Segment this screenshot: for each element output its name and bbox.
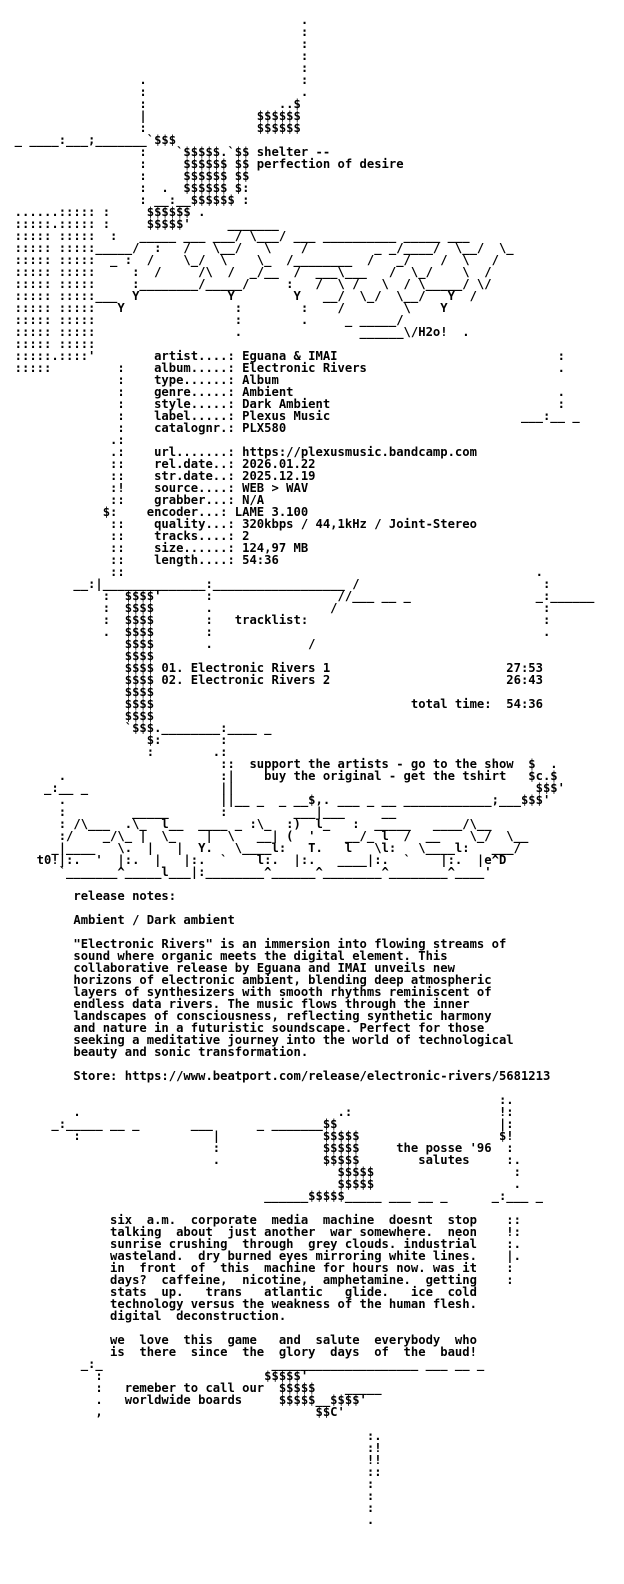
nfo-line: $$$$ [0,685,155,699]
nfo-line: seeking a meditative journey into the world of technological [0,1033,514,1047]
nfo-line: $$$$ 01. Electronic Rivers 1 27:53 [0,661,543,675]
nfo-line: :! source....: WEB > WAV [0,481,309,495]
nfo-line: days? caffeine, nicotine, amphetamine. getting : [0,1273,514,1287]
nfo-line: :: length....: 54:36 [0,553,279,567]
nfo-line: t0!|:. ' |:. | |:. ` l:. |:. ____|:. ` |:. |e^D [0,853,507,867]
nfo-line: wasteland. dry burned eyes mirroring white lines. |. [0,1249,521,1263]
nfo-line: $$$$$ : [0,1165,521,1179]
nfo-line: : $$$$' : //___ __ _ _:______ [0,589,595,603]
nfo-line: : /\___ .\_ l__ ____ _ :\_ :) l_ : _____ ____/\__ [0,817,492,831]
nfo-line: $: encoder...: LAME 3.100 [0,505,309,519]
nfo-line: :! [0,1441,382,1455]
nfo-line: horizons of electronic ambient, blending deep atmospheric [0,973,492,987]
nfo-line: technology versus the weakness of the human flesh. [0,1297,477,1311]
nfo-line: $$$$ 02. Electronic Rivers 2 26:43 [0,673,543,687]
nfo-line: endless data rivers. The music flows through the inner [0,997,470,1011]
nfo-line: .: url.......: https://plexusmusic.bandcamp.com [0,445,477,459]
nfo-line: $$$$ total time: 54:36 [0,697,543,711]
nfo-line: :::::.::::' artist....: Eguana & IMAI : [0,349,565,363]
nfo-line: digital deconstruction. [0,1309,287,1323]
nfo-line: _|____ \. | | Y. \____l: T. l \l: \____l: ___/ [0,841,521,855]
nfo-line: beauty and sonic transformation. [0,1045,309,1059]
nfo-line: `_______^_____l___|:________^______^________^________^____' [0,865,492,879]
nfo-line: $$$$ [0,649,155,663]
nfo-line: : __:__$$$$$$ : [0,193,250,207]
nfo-line: : $$$$$$ $$ perfection of desire [0,157,404,171]
nfo-line: : | $$$$$ $! [0,1129,514,1143]
nfo-line: __:|______________:__________________ / : [0,577,551,591]
nfo-line: ______$$$$$_____ ___ __ _ _:___ _ [0,1189,543,1203]
nfo-line: _ ____:___;_______`$$$ [0,133,177,147]
nfo-line: sunrise crushing through grey clouds. industrial :. [0,1237,521,1251]
nfo-line: : genre.....: Ambient . [0,385,565,399]
nfo-line: : remeber to call our $$$$$ _____ [0,1381,382,1395]
nfo-line: . :| buy the original - get the tshirt $c.$ [0,769,558,783]
nfo-line: in front of this machine for hours now. was it : [0,1261,514,1275]
nfo-line: . ||__ _ _ __$,. ___ _ __ ____________;___$$$' [0,793,551,807]
nfo-line: , $$C' [0,1405,345,1419]
nfo-line: :: [0,1465,382,1479]
nfo-line: : ..$ [0,97,301,111]
nfo-line: : `$$$$$.`$$ shelter -- [0,145,331,159]
nfo-line: :: quality...: 320kbps / 44,1kHz / Joint-Stereo [0,517,477,531]
nfo-line: release notes: [0,889,177,903]
nfo-line: : $$$$$ the posse '96 : [0,1141,514,1155]
nfo-line: :: rel.date..: 2026.01.22 [0,457,316,471]
nfo-line: ::::: ::::: . ______\/H2o! . [0,325,470,339]
nfo-line: :: tracks....: 2 [0,529,250,543]
nfo-line: stats up. trans atlantic glide. ice cold [0,1285,477,1299]
nfo-line: landscapes of consciousness, reflecting synthetic harmony [0,1009,492,1023]
nfo-line: ::::: ::::: : / /\ / _/__ / ___\___ / \_/ \ / [0,265,492,279]
nfo-line: : [0,1477,375,1491]
nfo-line: :. [0,1093,514,1107]
nfo-text-art [0,14,624,1526]
nfo-line: : .: [0,745,228,759]
nfo-line: . [0,1513,375,1526]
nfo-line: !! [0,1453,382,1467]
nfo-line: . $$$$$ salutes :. [0,1153,521,1167]
nfo-line: :::::.::::: : $$$$$' _______ [0,217,279,231]
nfo-line: :. [0,1429,382,1443]
nfo-line: : $$$$$$ [0,121,301,135]
nfo-line: : type......: Album [0,373,279,387]
nfo-line: . : [0,73,309,87]
nfo-line: : $$$$$' [0,1369,309,1383]
nfo-line: is there since the glory days of the baud! [0,1345,477,1359]
nfo-line: ::::: ::::: : _____ ___ ___/ \___/ ___ __________ _____ ___ [0,229,470,243]
nfo-line: : . $$$$$$ $: [0,181,250,195]
nfo-line: ::::: ::::: : . _ _____/ [0,313,404,327]
nfo-line: ::::: :::::___ Y Y Y __/ \_/ \__/ Y / [0,289,477,303]
nfo-line: ::::: :::::_____/ : / \__/ \ / _ _/____/ \__/ \_ [0,241,514,255]
nfo-line: . [0,14,309,27]
nfo-line: : [0,25,309,39]
nfo-line: ::::: ::::: _ : / \_/ \ \_ /________ / _/ / \ / [0,253,499,267]
nfo-line: : [0,37,309,51]
nfo-line: : . [0,85,309,99]
nfo-line: ::::: : album.....: Electronic Rivers . [0,361,565,375]
nfo-line: layers of synthesizers with smooth rhythms reminiscent of [0,985,492,999]
nfo-line: Ambient / Dark ambient [0,913,235,927]
nfo-line: : [0,1489,375,1503]
nfo-line: : catalognr.: PLX580 [0,421,287,435]
nfo-line: . $$$$ : . [0,625,551,639]
nfo-line: :: size......: 124,97 MB [0,541,309,555]
nfo-line: .: [0,433,125,447]
nfo-line: ::::: ::::: Y : : / \ Y [0,301,448,315]
nfo-line: :: str.date..: 2025.12.19 [0,469,316,483]
nfo-line: $$$$ [0,709,155,723]
nfo-line: $$$$$ . [0,1177,521,1191]
nfo-line: : $$$$ : tracklist: : [0,613,551,627]
nfo-line: : style.....: Dark Ambient : [0,397,565,411]
nfo-line: ......::::: : $$$$$$ . [0,205,206,219]
nfo-line: :: grabber...: N/A [0,493,265,507]
nfo-line: and nature in a futuristic soundscape. Perfect for those [0,1021,485,1035]
nfo-line: "Electronic Rivers" is an immersion into flowing streams of [0,937,507,951]
nfo-line: _:_____ __ _ ___ _ _______$$ |: [0,1117,514,1131]
nfo-line: : label.....: Plexus Music ___:__ _ [0,409,580,423]
nfo-line: | $$$$$$ [0,109,301,123]
nfo-line: : $$$$$$ $$ [0,169,250,183]
nfo-line: six a.m. corporate media machine doesnt stop :: [0,1213,521,1227]
nfo-line: : [0,1501,375,1515]
nfo-line: _:_ ____________________ ___ __ _ [0,1357,485,1371]
nfo-line: . .: !: [0,1105,514,1119]
nfo-line: `$$$.________:____ _ [0,721,272,735]
nfo-line: Store: https://www.beatport.com/release/electronic-rivers/5681213 [0,1069,551,1083]
nfo-line: . worldwide boards $$$$$__$$$$' [0,1393,367,1407]
nfo-line: :: . [0,565,543,579]
nfo-line: $$$$ . / [0,637,316,651]
nfo-line: collaborative release by Eguana and IMAI unveils new [0,961,455,975]
nfo-line: : [0,49,309,63]
nfo-line: :/ _/\_ | \_ | \ __| ( ' __/_ l / __ \_/ \__ [0,829,529,843]
nfo-line: $: : [0,733,228,747]
nfo-line: :: support the artists - go to the show $ . [0,757,558,771]
nfo-line: sound where organic meets the digital element. This [0,949,448,963]
nfo-line: talking about just another war somewhere. neon !: [0,1225,521,1239]
nfo-line: : _____ : ___|___ __ [0,805,397,819]
nfo-line: : [0,61,309,75]
nfo-line: _:__ _ || $$$' [0,781,565,795]
nfo-line: ::::: ::::: :________/_____/ : / \ / \ / \_____/ \/ [0,277,492,291]
nfo-line: ::::: ::::: [0,337,96,351]
nfo-line: we love this game and salute everybody who [0,1333,477,1347]
nfo-line: : $$$$ . / : [0,601,551,615]
